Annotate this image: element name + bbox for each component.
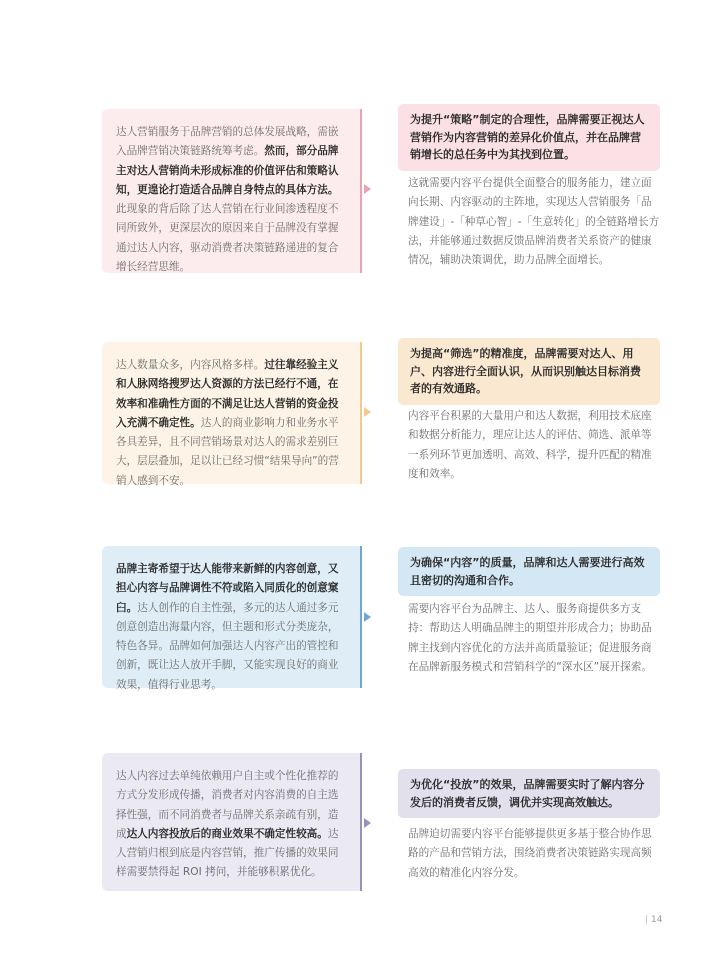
- challenge-text-2: 达人的商业影响力和业务水平各具差异，且不同营销场景对达人的需求差别巨大，层层叠加，足以让已经习惯“结果导向”的营销人感到不安。: [116, 416, 339, 487]
- challenge-text-bold-1: 过往靠经验主义和人脉网络搜罗达人资源的方法已经行不通，在效率和准确性方面的不满足让达人营销的资金投入充满不确定性。: [116, 359, 339, 429]
- solution-heading-content: 为确保“内容”的质量，品牌和达人需要进行高效且密切的沟通和合作。: [398, 547, 660, 596]
- challenge-box-delivery: [102, 753, 362, 891]
- challenge-box-content: [102, 546, 362, 691]
- solution-body-content: 需要内容平台为品牌主、达人、服务商提供多方支持：帮助达人明确品牌主的期望并形成合力；协助品牌主找到内容优化的方法并高质量验证；促进服务商在品牌新服务模式和营销科学的“深水区”展开探索。: [408, 603, 653, 673]
- challenge-text-0: 达人内容过去单纯依赖用户自主或个性化推荐的方式分发形成传播，消费者对内容消费的自主选择性强，而不同消费者与品牌关系亲疏有别，造成: [116, 770, 339, 840]
- solution-heading-delivery: 为优化“投放”的效果，品牌需要实时了解内容分发后的消费者反馈，调优并实现高效触达。: [398, 769, 660, 818]
- solution-heading-strategy: 为提升“策略”制定的合理性，品牌需要正视达人营销作为内容营销的差异化价值点，并在品牌营销增长的总任务中为其找到位置。: [398, 104, 660, 171]
- challenge-text-bold-1: 达人内容投放后的商业效果不确定性较高。: [126, 827, 328, 840]
- challenge-text-bold-0: 品牌主寄希望于达人能带来新鲜的内容创意，又担心内容与品牌调性不符或陷入同质化的创意窠臼。: [116, 563, 339, 614]
- challenge-text-2: 达人营销归根到底是内容营销，推广传播的效果同样需要禁得起 ROI 拷问，并能够积累优化。: [116, 827, 339, 879]
- arrow-right-icon: [364, 612, 371, 622]
- arrow-right-icon: [364, 818, 371, 828]
- challenge-text-1: 达人创作的自主性强，多元的达人通过多元创意创造出海量内容，但主题和形式分类庞杂，特色各异。品牌如何加强达人内容产出的管控和创新，既让达人放开手脚，又能实现良好的商业效果，值得行业思考。: [116, 601, 339, 691]
- solution-heading-selection: 为提高“筛选”的精准度，品牌需要对达人、用户、内容进行全面认识，从而识别触达目标消费者的有效通路。: [398, 338, 660, 405]
- challenge-box-selection: [102, 342, 362, 487]
- challenge-box-strategy: [102, 109, 362, 273]
- solution-body-delivery: 品牌迫切需要内容平台能够提供更多基于整合协作思路的产品和营销方法，围绕消费者决策链路实现高频高效的精准化内容分发。: [408, 828, 652, 879]
- challenge-text-0: 达人营销服务于品牌营销的总体发展战略，需嵌入品牌营销决策链路统筹考虑。: [116, 126, 339, 158]
- page-number: | 14: [645, 915, 663, 925]
- page-number-value: 14: [651, 915, 663, 925]
- arrow-right-icon: [364, 184, 371, 194]
- arrow-right-icon: [364, 407, 371, 417]
- challenge-text-0: 达人数量众多，内容风格多样。: [116, 359, 265, 371]
- challenge-text-bold-1: 然而，部分品牌主对达人营销尚未形成标准的价值评估和策略认知，更遑论打造适合品牌自身特点的具体方法。: [116, 145, 339, 196]
- solution-body-selection: 内容平台积累的大量用户和达人数据，利用技术底座和数据分析能力，理应让达人的评估、筛选、派单等一系列环节更加透明、高效、科学，提升匹配的精准度和效率。: [408, 410, 652, 480]
- solution-body-strategy: 这就需要内容平台提供全面整合的服务能力，建立面向长期、内容驱动的主阵地，实现达人营销服务「品牌建设」-「种草心智」-「生意转化」的全链路增长方法，并能够通过数据反馈品牌消费者关系资产的健康情况，辅助决策调优，助力品牌全面增长。: [408, 177, 660, 267]
- challenge-text-2: 此现象的背后除了达人营销在行业间渗透程度不同所致外，更深层次的原因来自于品牌没有掌握通过达人内容，驱动消费者决策链路递进的复合增长经营思维。: [116, 203, 339, 274]
